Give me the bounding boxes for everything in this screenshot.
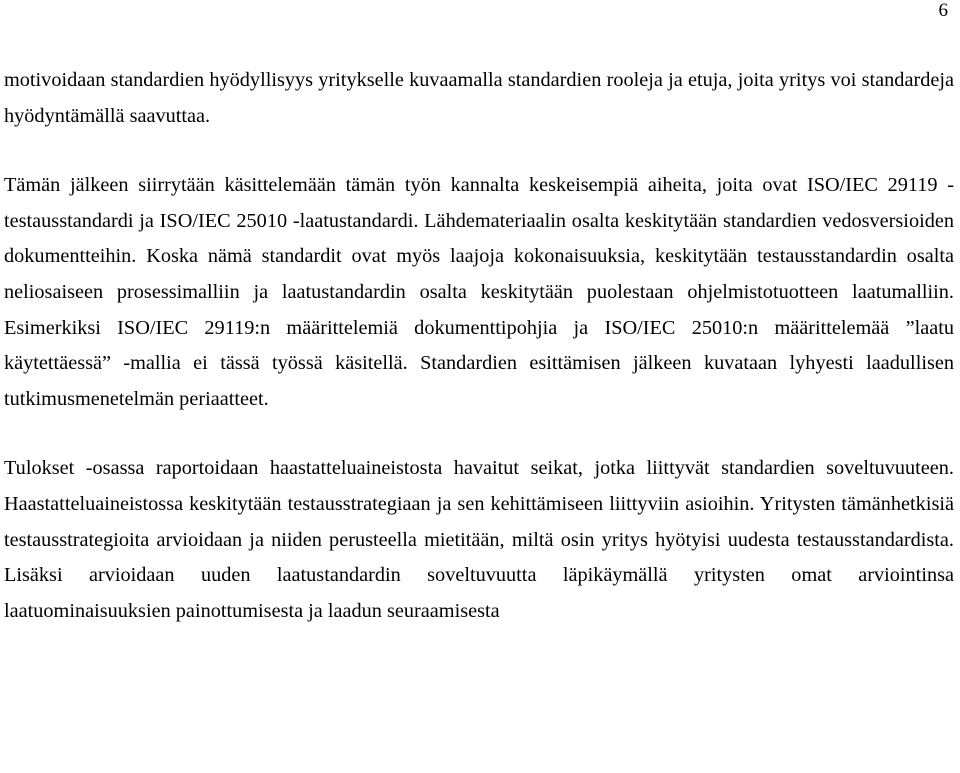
paragraph-results: Tulokset -osassa raportoidaan haastatteluaineistosta havaitut seikat, jotka liittyvät standardien soveltuvuuteen. Haastatteluaineistossa keskitytään testausstrategiaan ja sen kehittämiseen liittyviin asioihin. Yritysten tämänhetkisiä testausstrategioita arvioidaan ja niiden perusteella mietitään, miltä osin yritys hyötyisi uudesta testausstandardista. Lisäksi arvioidaan uuden laatustandardin soveltuvuutta läpikäymällä yritysten omat arviointinsa laatuominaisuuksien painottumisesta ja laadun seuraamisesta [4,457,954,622]
paragraph-intro: motivoidaan standardien hyödyllisyys yritykselle kuvaamalla standardien rooleja ja etuja, joita yritys voi standardeja hyödyntämällä saavuttaa. [4,69,954,127]
document-body [4,63,954,629]
page-number: 6 [938,0,948,21]
paragraph-standards: Tämän jälkeen siirrytään käsittelemään tämän työn kannalta keskeisempiä aiheita, joita ovat ISO/IEC 29119 -testausstandardi ja ISO/IEC 25010 -laatustandardi. Lähdemateriaalin osalta keskitytään standardien vedosversioiden dokumentteihin. Koska nämä standardit ovat myös laajoja kokonaisuuksia, keskitytään testausstandardin osalta neliosaiseen prosessimalliin ja laatustandardin osalta keskitytään puolestaan ohjelmistotuotteen laatumalliin. Esimerkiksi ISO/IEC 29119:n määrittelemiä dokumenttipohjia ja ISO/IEC 25010:n määrittelemää ”laatu käytettäessä” -mallia ei tässä työssä käsitellä. Standardien esittämisen jälkeen kuvataan lyhyesti laadullisen tutkimusmenetelmän periaatteet. [4,174,954,410]
